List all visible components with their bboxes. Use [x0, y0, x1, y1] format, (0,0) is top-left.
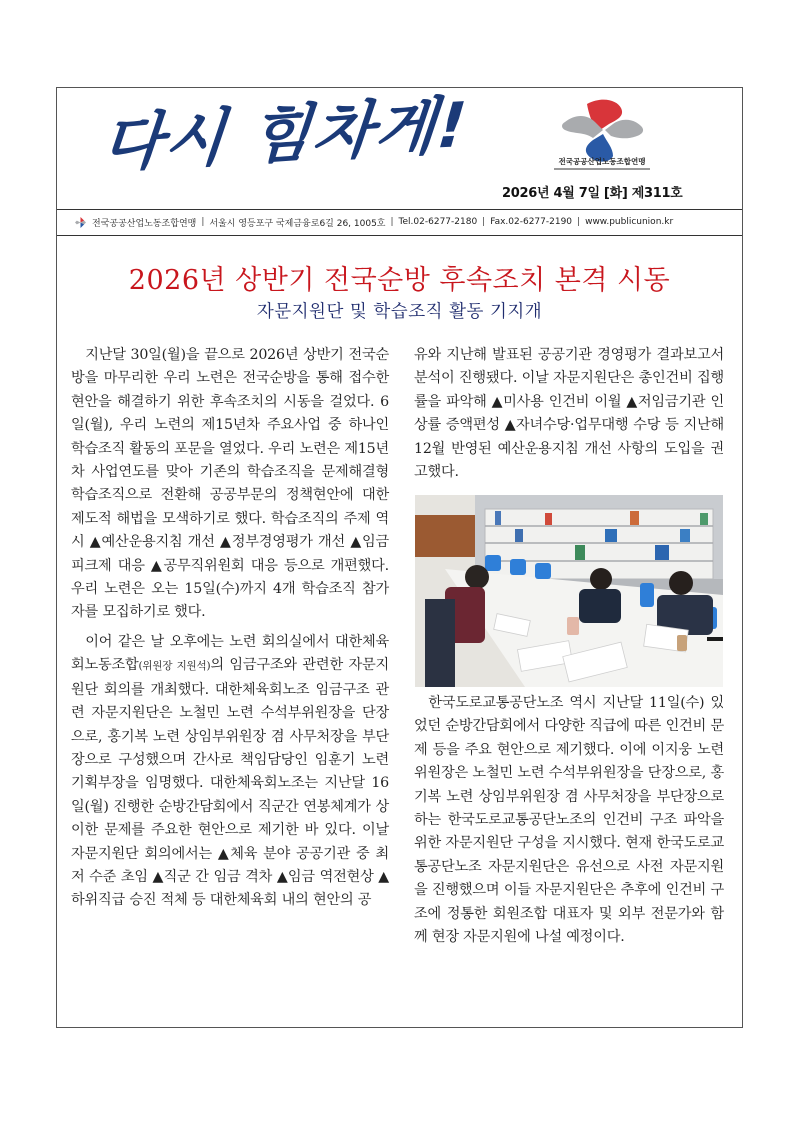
article-right-column-top	[414, 344, 724, 484]
paragraph-text: 이어 같은 날 오후에는 노련 회의실에서 대한체육회노동조합	[71, 633, 389, 674]
info-tel: Tel.02-6277-2180	[398, 217, 478, 227]
separator: |	[201, 217, 205, 227]
article-photo	[415, 495, 723, 687]
newsletter-page	[56, 87, 743, 1028]
contact-info-bar	[57, 209, 742, 236]
info-fax: Fax.02-6277-2190	[490, 217, 573, 227]
article-paragraph: 지난달 30일(월)을 끝으로 2026년 상반기 전국순방을 마무리한 우리 노련은 전국순방을 통해 접수한 현안을 해결하기 위한 후속조치의 시동을 걸었다. 6일(월), 우리 노련의 제15년차 주요사업 중 하나인 학습조직 활동의 포문을 열었다. 우리 노련은 제15년차 사업연도를 맞아 기존의 학습조직을 문제해결형 학습조직으로 전환해 공공부문의 정책현안에 대한 제도적 해법을 모색하기로 했다. 학습조직의 주제 역시 ▲예산운용지침 개선 ▲정부경영평가 개선 ▲임금피크제 대응 ▲공무직위원회 대응 등으로 개편했다. 우리 노련은 오는 15일(수)까지 4개 학습조직 참가자를 모집하기로 했다.	[71, 347, 389, 621]
logo-english-subtitle	[554, 168, 650, 170]
masthead	[57, 88, 742, 210]
article-subheadline: 자문지원단 및 학습조직 활동 기지개	[256, 302, 543, 322]
issue-date-number: 2026년 4월 7일 [화] 제311호	[502, 186, 683, 201]
article-paragraph: 한국도로교통공단노조 역시 지난달 11일(수) 있었던 순방간담회에서 다양한 직급에 따른 인건비 문제 등을 주요 현안으로 제기했다. 이에 이지웅 노련 위원장은 노철민 노련 수석부위원장을 단장으로, 홍기복 노련 상임부위원장 겸 사무처장을 부단장으로 하는 한국도로교통공단노조의 인건비 구조 파악을 위한 자문지원단 구성을 지시했다. 현재 한국도로교통공단노조 자문지원단은 유선으로 사전 자문지원을 진행했으며 이들 자문지원단은 추후에 인건비 구조에 정통한 회원조합 대표자 및 외부 전문가와 함께 현장 자문지원에 나설 예정이다.	[414, 695, 724, 946]
masthead-title: 다시 힘차게!	[99, 88, 472, 180]
article-paragraph	[71, 631, 389, 913]
logo-org-name: 전국공공산업노동조합연맹	[558, 157, 646, 166]
union-emblem-icon	[75, 217, 86, 228]
info-website-link[interactable]: www.publicunion.kr	[585, 217, 674, 227]
separator: |	[482, 217, 486, 227]
article-headline: 2026년 상반기 전국순방 후속조치 본격 시동	[128, 265, 671, 296]
separator: |	[577, 217, 581, 227]
meeting-room-photo	[415, 495, 723, 687]
paragraph-text: 의 임금구조와 관련한 자문지원단 회의를 개최했다. 대한체육회노조 임금구조 관련 자문지원단은 노철민 노련 수석부위원장을 단장으로, 홍기복 노련 상임부위원장 겸 사무처장을 부단장으로 구성했으며 간사로 책임담당인 임훈기 노련 기획부장을 임명했다. 대한체육회노조는 지난달 16일(월) 진행한 순방간담회에서 직군간 연봉체계가 상이한 문제를 주요한 현안으로 제기한 바 있다. 이날 자문지원단 회의에서는 ▲체육 분야 공공기관 중 최저 수준 초임 ▲직군 간 임금 격차 ▲임금 역전현상 ▲하위직급 승진 적체 등 대한체육회 내의 현안의 공	[71, 657, 389, 909]
parenthetical-note: (위원장 지원석)	[138, 660, 211, 673]
article-left-column	[71, 344, 389, 913]
info-organization: 전국공공산업노동조합연맹	[92, 218, 197, 229]
info-address: 서울시 영등포구 국제금융로6길 26, 1005호	[209, 218, 386, 229]
article-right-column-bottom	[414, 692, 724, 949]
separator: |	[390, 217, 394, 227]
article-paragraph-continuation: 유와 지난해 발표된 공공기관 경영평가 결과보고서 분석이 진행됐다. 이날 자문지원단은 총인건비 집행률을 파악해 ▲미사용 인건비 이월 ▲저임금기관 인상률 증액편성 ▲자녀수당·업무대행 수당 등 지난해 12월 반영된 예산운용지침 개선 사항의 도입을 권고했다.	[414, 347, 724, 481]
